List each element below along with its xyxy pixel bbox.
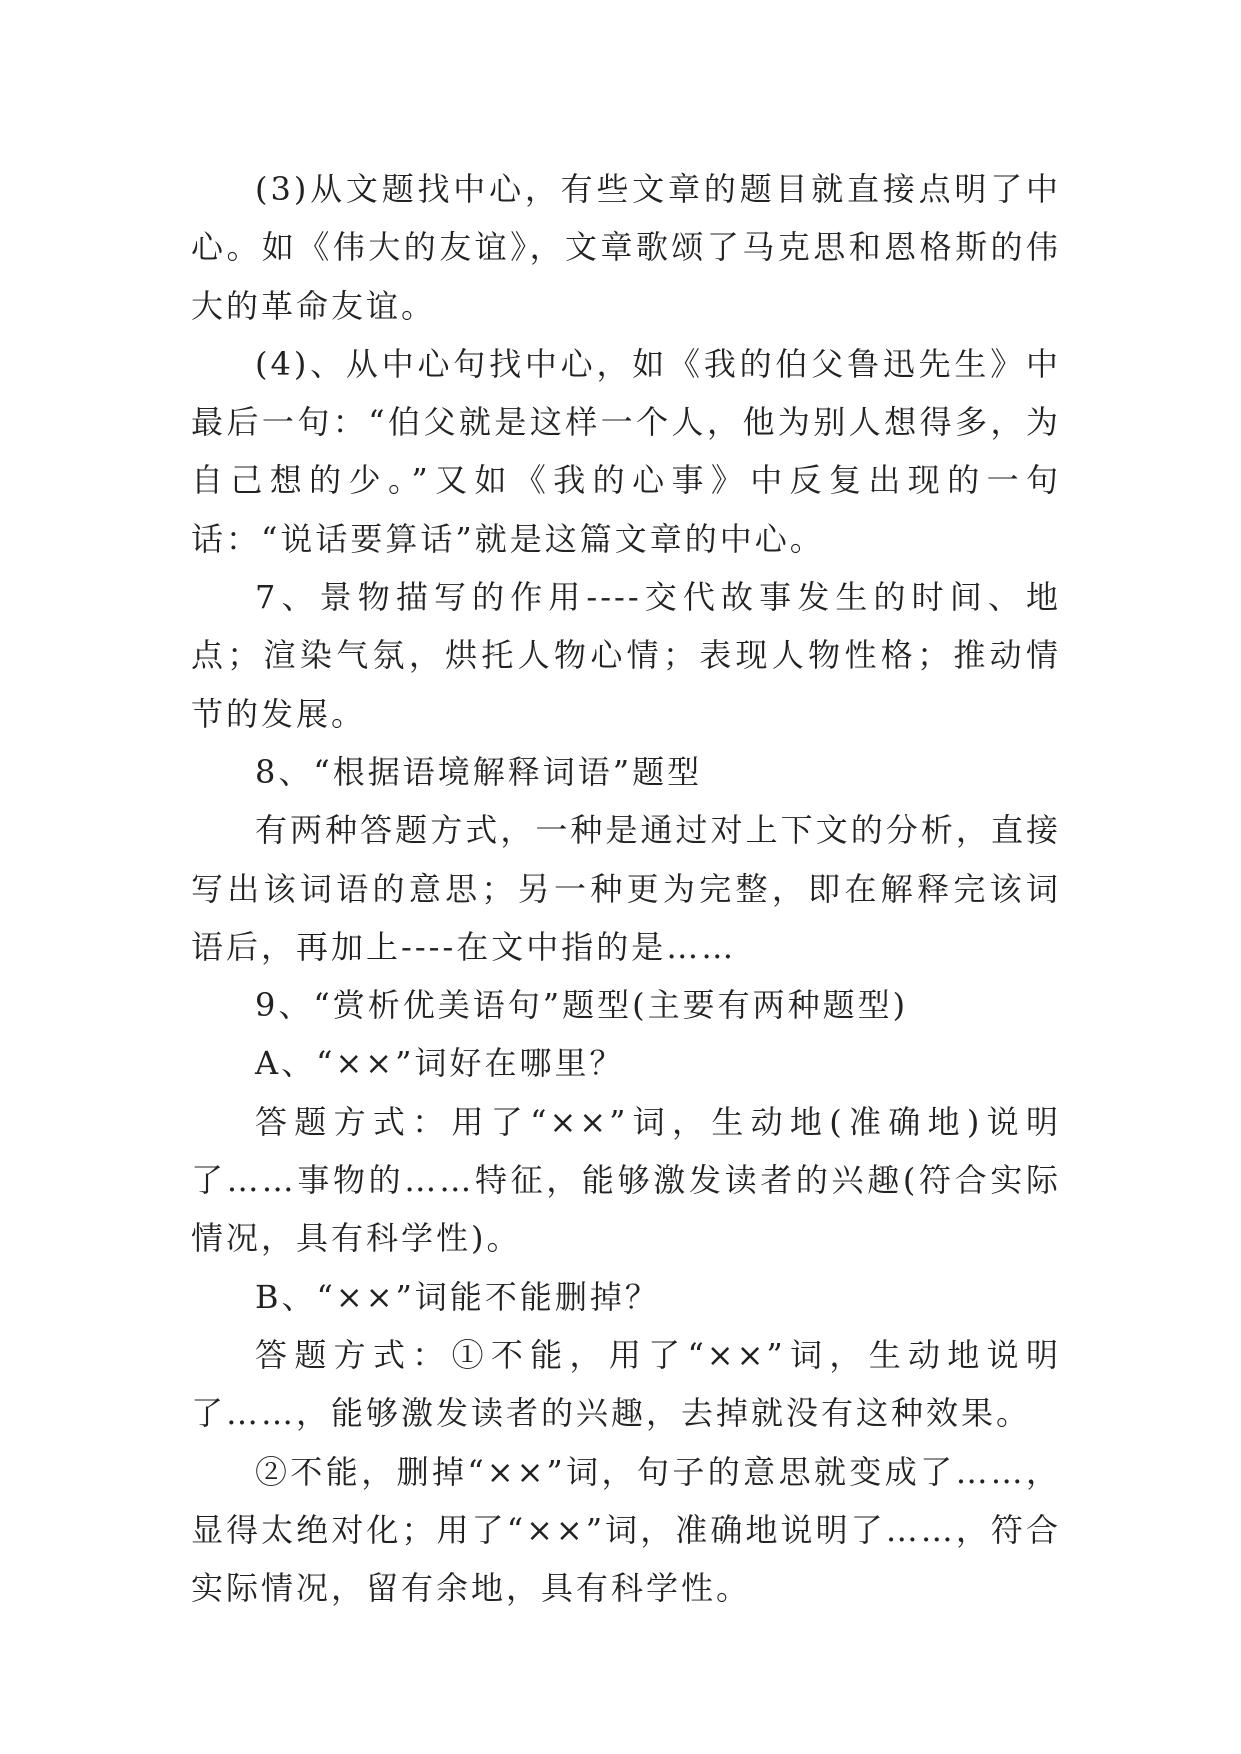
paragraph-find-center-from-title: (3)从文题找中心，有些文章的题目就直接点明了中心。如《伟大的友谊》，文章歌颂了马克思和恩格斯的伟大的革命友谊。 <box>191 170 1061 325</box>
paragraph-answer-b-2: ②不能，删掉“××”词，句子的意思就变成了……，显得太绝对化；用了“××”词，准确地说明了……，符合实际情况，留有余地，具有科学性。 <box>191 1452 1061 1608</box>
paragraph-scenery-description: 7、景物描写的作用----交代故事发生的时间、地点；渲染气氛，烘托人物心情；表现人物性格；推动情节的发展。 <box>191 578 1061 733</box>
paragraph-question-b: B、“××”词能不能删掉？ <box>255 1277 660 1316</box>
paragraph-answer-a: 答题方式：用了“××”词，生动地(准确地)说明了……事物的……特征，能够激发读者的兴趣(符合实际情况，具有科学性)。 <box>191 1102 1061 1258</box>
paragraph-answer-methods: 有两种答题方式，一种是通过对上下文的分析，直接写出该词语的意思；另一种更为完整，即在解释完该词语后，再加上----在文中指的是…… <box>191 811 1061 966</box>
document-body <box>191 160 1061 1617</box>
paragraph-find-center-from-sentence: (4)、从中心句找中心，如《我的伯父鲁迅先生》中最后一句：“伯父就是这样一个人，他为别人想得多，为自己想的少。”又如《我的心事》中反复出现的一句话：“说话要算话”就是这篇文章的中心。 <box>191 344 1061 558</box>
paragraph-heading-word-explanation: 8、“根据语境解释词语”题型 <box>255 752 703 791</box>
paragraph-question-a: A、“××”词好在哪里？ <box>255 1044 625 1083</box>
paragraph-heading-sentence-appreciation: 9、“赏析优美语句”题型(主要有两种题型) <box>255 986 909 1025</box>
paragraph-answer-b-1: 答题方式：①不能，用了“××”词，生动地说明了……，能够激发读者的兴趣，去掉就没有这种效果。 <box>191 1335 1061 1433</box>
